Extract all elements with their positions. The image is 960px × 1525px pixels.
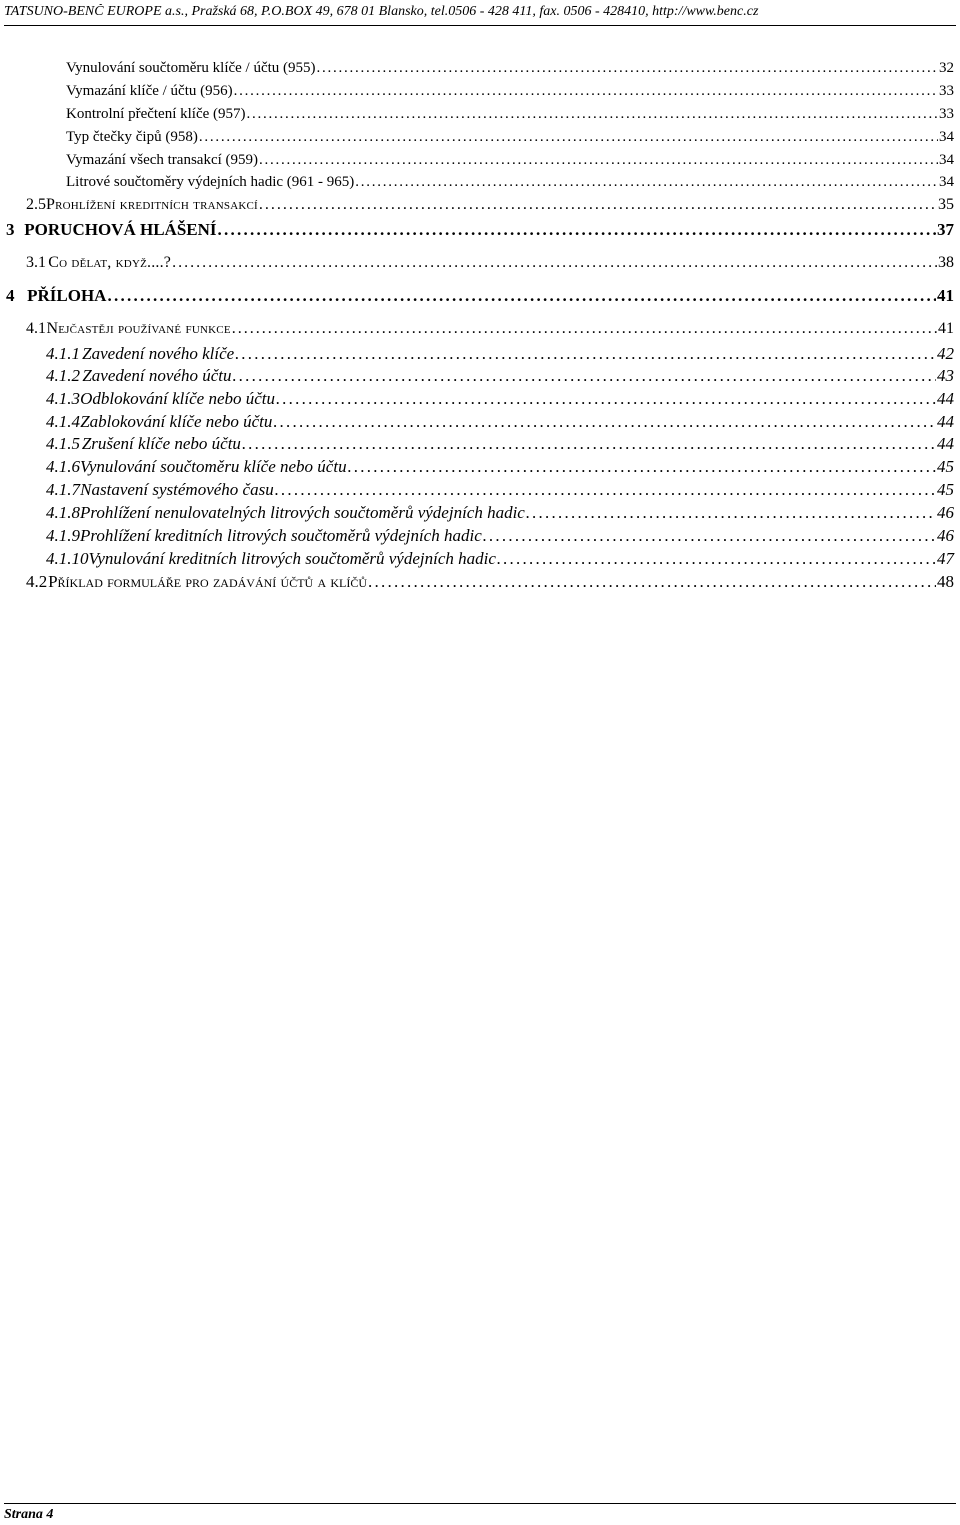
toc-entry-leader [526,503,936,523]
toc-entry-leader [199,129,938,146]
toc-entry[interactable] [0,320,954,342]
toc-entry-title: Vynulování kreditních litrových součtoměrů výdejních hadic [88,549,496,568]
toc-entry-title: Litrové součtoměry výdejních hadic (961 - 965) [66,174,355,190]
toc-entry[interactable] [0,286,954,308]
toc-entry-title: Prohlížení kreditních transakcí [46,196,258,213]
toc-entry-leader [348,457,936,477]
toc-entry-page: 45 [937,480,954,499]
toc-entry-leader [275,480,936,500]
toc-entry-leader [172,254,937,272]
toc-entry-leader [235,344,936,364]
toc-entry-leader [232,320,937,338]
toc-entry-leader [107,286,936,306]
toc-entry-leader [218,220,936,240]
toc-entry[interactable] [0,549,954,571]
toc-entry-leader [234,83,938,100]
toc-entry[interactable] [0,526,954,548]
toc-entry-title: Vymazání klíče / účtu (956) [66,83,233,99]
toc-entry-page: 37 [937,220,954,239]
toc-entry[interactable] [0,572,954,594]
toc-entry-leader [368,572,936,592]
toc-entry-title: Nastavení systémového času [80,480,274,499]
toc-entry[interactable] [0,366,954,388]
toc-entry-page: 46 [937,526,954,545]
toc-entry-leader [247,106,938,123]
toc-entry-title: Příklad formuláře pro zadávání účtů a klíčů [48,572,368,591]
toc-entry-number: 3 [6,220,15,239]
toc-entry-page: 41 [937,286,954,305]
toc-entry-page: 32 [939,60,954,76]
toc-entry-page: 33 [939,106,954,122]
toc-entry-number: 2.5 [26,196,46,213]
toc-entry-title: Co dělat, když....? [48,254,172,271]
toc-entry-title: Vynulování součtoměru klíče / účtu (955) [66,60,316,76]
toc-entry-title: Prohlížení nenulovatelných litrových součtoměrů výdejních hadic [80,503,525,522]
toc-entry-number: 4.1.6 [46,457,80,476]
toc-entry[interactable] [0,83,954,105]
toc-entry-title: Vynulování součtoměru klíče nebo účtu [80,457,347,476]
toc-entry[interactable] [0,412,954,434]
toc-entry[interactable] [0,480,954,502]
toc-entry-page: 33 [939,83,954,99]
toc-entry-leader [259,152,938,169]
toc-entry-title: Zavedení nového klíče [82,344,235,363]
toc-entry-title: Vymazání všech transakcí (959) [66,152,259,168]
toc-entry[interactable] [0,254,954,276]
page-footer: Strana 4 [4,1507,54,1522]
toc-entry-page: 42 [937,344,954,363]
toc-entry-number: 4.1.10 [46,549,89,568]
toc-entry-number: 4.1.3 [46,389,80,408]
toc-entry-leader [355,174,938,191]
toc-entry-title: PORUCHOVÁ HLÁŠENÍ [24,220,217,239]
toc-entry-page: 46 [937,503,954,522]
toc-entry-page: 34 [939,174,954,190]
page-header: TATSUNO-BENČ EUROPE a.s., Pražská 68, P.O.BOX 49, 678 01 Blansko, tel.0506 - 428 411, fax. 0506 - 428410, http://www.benc.cz [4,4,759,19]
footer-divider [4,1503,956,1504]
toc-entry-leader [259,196,937,214]
toc-entry-leader [317,60,938,77]
toc-entry-page: 34 [939,152,954,168]
toc-entry-leader [483,526,936,546]
toc-entry-number: 4.1.4 [46,412,80,431]
toc-entry-leader [233,366,937,386]
toc-entry-page: 44 [937,412,954,431]
toc-entry-title: Typ čtečky čipů (958) [66,129,198,145]
toc-entry-number: 4.1.7 [46,480,80,499]
toc-entry[interactable] [0,152,954,174]
toc-entry-page: 48 [937,572,954,591]
toc-entry[interactable] [0,106,954,128]
toc-entry[interactable] [0,503,954,525]
toc-entry-page: 45 [937,457,954,476]
toc-entry-number: 4.1.9 [46,526,80,545]
toc-entry[interactable] [0,389,954,411]
toc-entry-page: 44 [937,434,954,453]
toc-entry-page: 35 [938,196,954,213]
toc-entry-title: PŘÍLOHA [27,286,107,305]
toc-entry-number: 4.1.8 [46,503,80,522]
toc-entry[interactable] [0,220,954,242]
toc-entry-page: 34 [939,129,954,145]
toc-entry-title: Zablokování klíče nebo účtu [80,412,273,431]
toc-entry-number: 4.1.2 [46,366,80,385]
toc-entry-leader [276,389,936,409]
toc-entry-leader [497,549,936,569]
toc-entry[interactable] [0,196,954,218]
toc-entry-title: Odblokování klíče nebo účtu [80,389,276,408]
toc-entry-title: Prohlížení kreditních litrových součtoměrů výdejních hadic [80,526,482,545]
toc-entry-page: 44 [937,389,954,408]
toc-entry-number: 4 [6,286,15,305]
toc-entry-number: 4.1.1 [46,344,80,363]
toc-entry-title: Zrušení klíče nebo účtu [81,434,241,453]
toc-entry-page: 47 [937,549,954,568]
toc-entry-leader [242,434,936,454]
toc-entry-title: Kontrolní přečtení klíče (957) [66,106,246,122]
toc-entry-title: Zavedení nového účtu [82,366,232,385]
toc-entry-number: 4.1.5 [46,434,80,453]
toc-entry[interactable] [0,174,954,196]
table-of-contents [0,0,960,620]
toc-entry[interactable] [0,457,954,479]
toc-entry-title: Nejčastěji používané funkce [46,320,231,337]
toc-entry-page: 43 [937,366,954,385]
toc-entry-number: 4.1 [26,320,46,337]
toc-entry-number: 3.1 [26,254,46,271]
toc-entry[interactable] [0,434,954,456]
toc-entry-number: 4.2 [26,572,48,591]
toc-entry-page: 41 [938,320,954,337]
toc-entry-page: 38 [938,254,954,271]
toc-entry[interactable] [0,344,954,366]
toc-entry[interactable] [0,129,954,151]
toc-entry-leader [273,412,936,432]
toc-entry[interactable] [0,60,954,82]
